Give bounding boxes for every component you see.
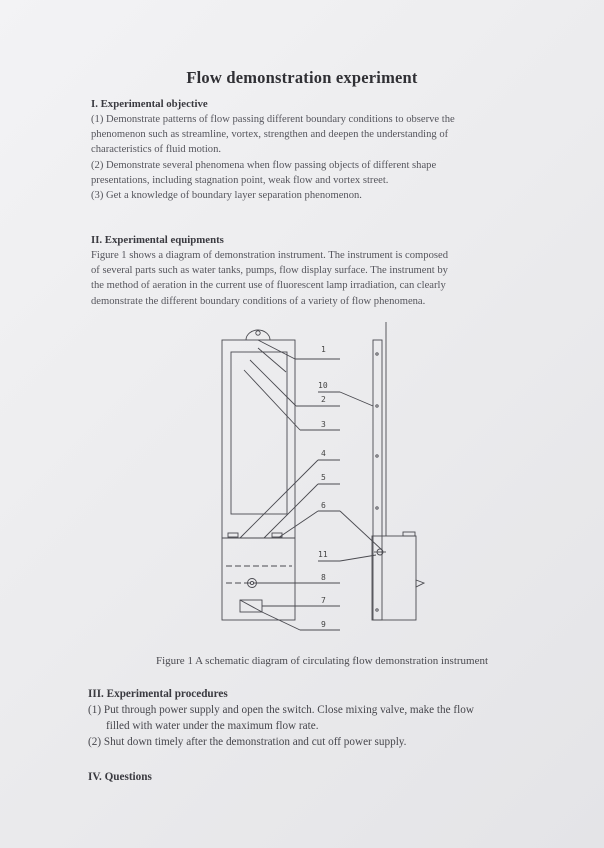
part-label-6: 6	[321, 501, 326, 510]
figure-caption: Figure 1 A schematic diagram of circulating flow demonstration instrument	[155, 655, 489, 667]
section-questions-heading: IV. Questions	[88, 771, 152, 783]
part-label-4: 4	[321, 449, 326, 458]
paragraph-line: demonstrate the different boundary conditions of a variety of flow phenomena.	[91, 295, 426, 307]
side-tank	[372, 536, 416, 620]
paragraph-line: presentations, including stagnation point, weak flow and vortex street.	[91, 174, 389, 186]
paragraph-line: (2) Demonstrate several phenomena when flow passing objects of different shape	[91, 159, 437, 171]
part-label-10: 10	[318, 381, 328, 390]
section-heading: II. Experimental equipments	[91, 234, 224, 246]
part-label-8: 8	[321, 573, 326, 582]
side-column	[373, 340, 382, 620]
paragraph-line: (3) Get a knowledge of boundary layer separation phenomenon.	[91, 190, 362, 202]
outlet-icon	[416, 580, 424, 587]
paragraph-line: (1) Put through power supply and open the switch. Close mixing valve, make the flow	[88, 704, 474, 716]
part-label-3: 3	[321, 420, 326, 429]
section-heading: I. Experimental objective	[91, 98, 208, 110]
paragraph-line: (1) Demonstrate patterns of flow passing different boundary conditions to observe the	[91, 114, 455, 125]
display-window	[231, 352, 287, 514]
part-label-2: 2	[321, 395, 326, 404]
section-heading: III. Experimental procedures	[88, 688, 228, 700]
paragraph-line: Figure 1 shows a diagram of demonstration instrument. The instrument is composed	[91, 250, 448, 261]
part-label-9: 9	[321, 620, 326, 629]
paragraph-line: (2) Shut down timely after the demonstration and cut off power supply.	[88, 736, 407, 748]
part-label-11: 11	[318, 550, 328, 559]
paragraph-line: phenomenon such as streamline, vortex, strengthen and deepen the understanding of	[91, 129, 449, 141]
paragraph-line: the method of aeration in the current use of fluorescent lamp irradiation, can clearly	[91, 280, 446, 292]
paragraph-line: of several parts such as water tanks, pumps, flow display surface. The instrument by	[91, 265, 448, 277]
part-label-5: 5	[321, 473, 326, 482]
knob-center-icon	[256, 331, 260, 335]
paragraph-line: filled with water under the maximum flow rate.	[106, 720, 319, 732]
page-title: Flow demonstration experiment	[186, 68, 418, 87]
part-label-7: 7	[321, 596, 326, 605]
paragraph-line: characteristics of fluid motion.	[91, 144, 222, 156]
cabinet-frame	[222, 340, 295, 620]
section-procedures	[88, 686, 548, 750]
part-label-1: 1	[321, 345, 326, 354]
